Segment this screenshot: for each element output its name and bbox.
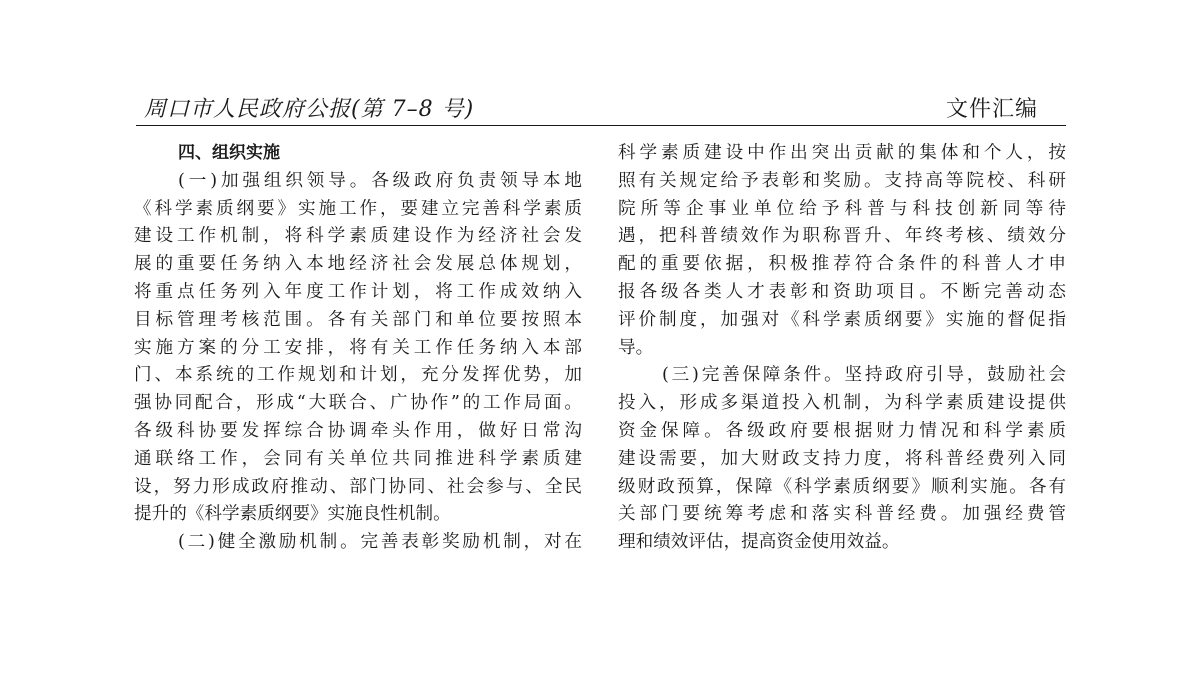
- left-column: [134, 140, 582, 557]
- text-line: 展的重要任务纳入本地经济社会发展总体规划，: [134, 254, 582, 275]
- text-line: 提升的《科学素质纲要》实施良性机制。: [134, 504, 451, 525]
- text-line: 实施方案的分工安排，将有关工作任务纳入本部: [134, 337, 582, 358]
- text-line: (二)健全激励机制。完善表彰奖励机制，对在: [178, 532, 582, 553]
- text-line: 遇，把科普绩效作为职称晋升、年终考核、绩效分: [618, 226, 1066, 247]
- text-line: 院所等企事业单位给予科普与科技创新同等待: [618, 198, 1066, 219]
- text-line: 理和绩效评估，提高资金使用效益。: [618, 532, 900, 553]
- text-line: 目标管理考核范围。各有关部门和单位要按照本: [134, 309, 582, 330]
- text-line: 配的重要依据，积极推荐符合条件的科普人才申: [618, 254, 1066, 275]
- right-column: [618, 140, 1066, 557]
- text-line: 导。: [618, 337, 654, 358]
- page-header: [136, 92, 1066, 126]
- text-line: (一)加强组织领导。各级政府负责领导本地: [178, 170, 582, 191]
- text-line: 通联络工作，会同有关单位共同推进科学素质建: [134, 448, 582, 469]
- text-line: 关部门要统筹考虑和落实科普经费。加强经费管: [618, 504, 1066, 525]
- text-line: 评价制度，加强对《科学素质纲要》实施的督促指: [618, 309, 1066, 330]
- text-line: 各级科协要发挥综合协调牵头作用，做好日常沟: [134, 420, 582, 441]
- text-line: 报各级各类人才表彰和资助项目。不断完善动态: [618, 281, 1066, 302]
- text-line: 科学素质建设中作出突出贡献的集体和个人，按: [618, 143, 1066, 163]
- text-line: 将重点任务列入年度工作计划，将工作成效纳入: [134, 281, 582, 302]
- text-line: 资金保障。各级政府要根据财力情况和科学素质: [618, 420, 1066, 441]
- text-line: 建设工作机制，将科学素质建设作为经济社会发: [134, 226, 582, 247]
- section-heading: 四、组织实施: [178, 143, 280, 163]
- section-title: 文件汇编: [945, 97, 1038, 122]
- text-line: 《科学素质纲要》实施工作，要建立完善科学素质: [134, 198, 582, 219]
- bulletin-title: 周口市人民政府公报(第 7–8 号): [144, 97, 475, 122]
- text-line: (三)完善保障条件。坚持政府引导，鼓励社会: [662, 365, 1066, 386]
- header-divider: [136, 125, 1066, 126]
- text-line: 投入，形成多渠道投入机制，为科学素质建设提供: [618, 393, 1066, 414]
- text-line: 强协同配合，形成“大联合、广协作”的工作局面。: [134, 393, 582, 414]
- text-line: 照有关规定给予表彰和奖励。支持高等院校、科研: [618, 170, 1066, 191]
- text-line: 级财政预算，保障《科学素质纲要》顺利实施。各有: [618, 476, 1066, 497]
- text-line: 建设需要，加大财政支持力度，将科普经费列入同: [618, 448, 1066, 469]
- text-line: 门、本系统的工作规划和计划，充分发挥优势，加: [134, 365, 582, 386]
- text-line: 设，努力形成政府推动、部门协同、社会参与、全民: [134, 476, 582, 497]
